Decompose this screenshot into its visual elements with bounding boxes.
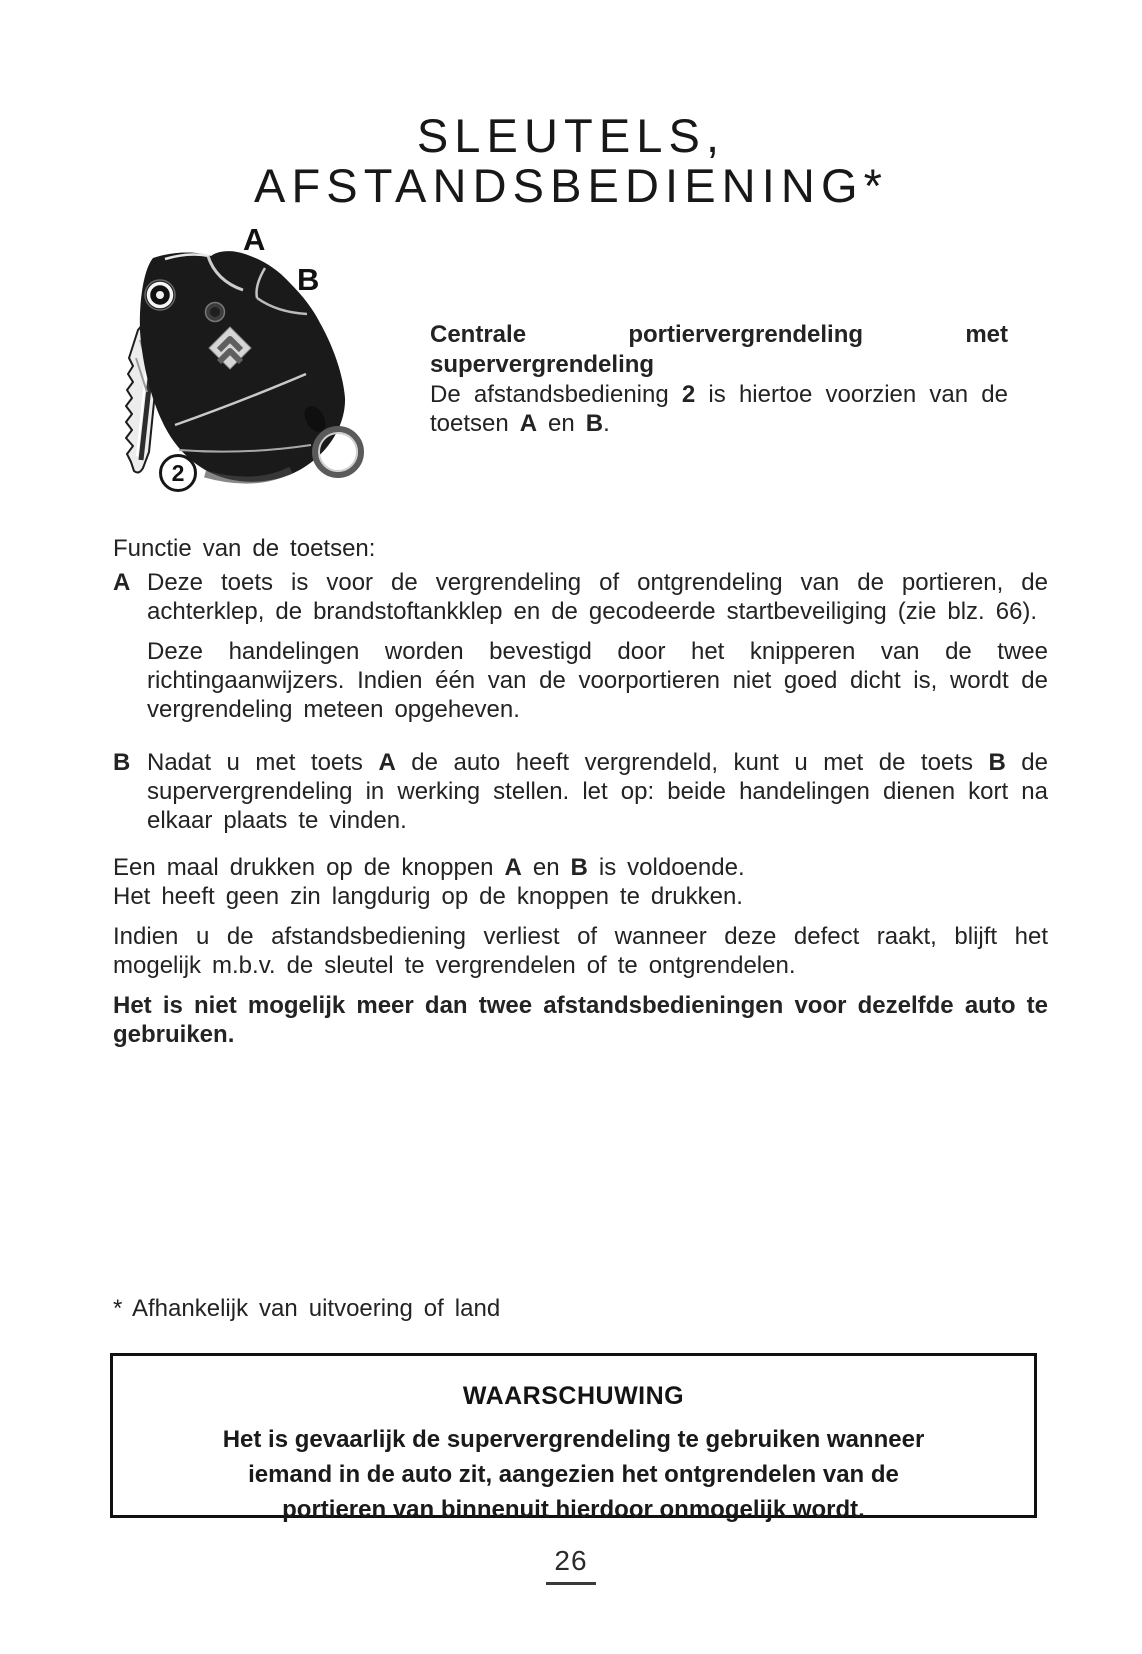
warning-title: WAARSCHUWING (462, 1382, 685, 1410)
function-heading: Functie van de toetsen: (113, 535, 376, 562)
key-number-callout: 2 (159, 454, 197, 492)
item-b-label: B (113, 749, 131, 776)
page-title-line1: SLEUTELS, (416, 109, 726, 163)
intro-body: De afstandsbediening 2 is hiertoe voorzien van de toetsen A en B. (430, 381, 1009, 437)
button-b-label: B (297, 262, 320, 297)
item-a-paragraph-1: Deze toets is voor de vergrendeling of ontgrendeling van de portieren, de achterklep, de brandstoftankklep en de gecodeerde startbeveiliging (zie blz. 66). (147, 569, 1048, 625)
keyhole-icon (145, 280, 175, 310)
press-once-note-line1: Een maal drukken op de knoppen A en B is voldoende. (113, 854, 745, 881)
press-once-note-line2: Het heeft geen zin langdurig op de knoppen te drukken. (113, 883, 743, 910)
page-title-line2: AFSTANDSBEDIENING* (253, 159, 889, 213)
intro-section (430, 320, 1008, 438)
item-a-paragraph-2: Deze handelingen worden bevestigd door het knipperen van de twee richtingaanwijzers. Indien één van de voorportieren niet goed dicht is, wordt de vergrendeling meteen opgeheven. (147, 638, 1048, 723)
button-a-label: A (243, 222, 266, 257)
warning-box (110, 1353, 1037, 1523)
press-once-note (113, 853, 1048, 911)
fob-button-icon (206, 303, 225, 322)
remote-key-figure (105, 212, 445, 512)
item-b-paragraph-1: Nadat u met toets A de auto heeft vergrendeld, kunt u met de toets B de supervergrendeling in werking stellen. let op: beide handelingen dienen kort na elkaar plaats te vinden. (147, 749, 1048, 834)
max-two-remotes-note: Het is niet mogelijk meer dan twee afstandsbedieningen voor dezelfde auto te gebruiken. (113, 992, 1048, 1048)
footnote: * Afhankelijk van uitvoering of land (113, 1295, 501, 1322)
item-a-label: A (113, 569, 131, 596)
page-title (0, 111, 1142, 211)
intro-heading: Centrale portiervergrendeling met supervergrendeling (430, 321, 1008, 378)
item-b (113, 748, 1048, 835)
page-footer (0, 1545, 1142, 1585)
key-fob-illustration (105, 212, 445, 512)
warning-body: Het is gevaarlijk de supervergrendeling te gebruiken wanneer iemand in de auto zit, aangezien het ontgrendelen van de portieren van binnenuit hierdoor onmogelijk wordt. (222, 1426, 925, 1523)
page-number: 26 (546, 1545, 595, 1585)
lost-remote-note: Indien u de afstandsbediening verliest of wanneer deze defect raakt, blijft het mogelijk m.b.v. de sleutel te vergrendelen of te ontgrendelen. (113, 923, 1048, 979)
item-a (113, 568, 1048, 724)
